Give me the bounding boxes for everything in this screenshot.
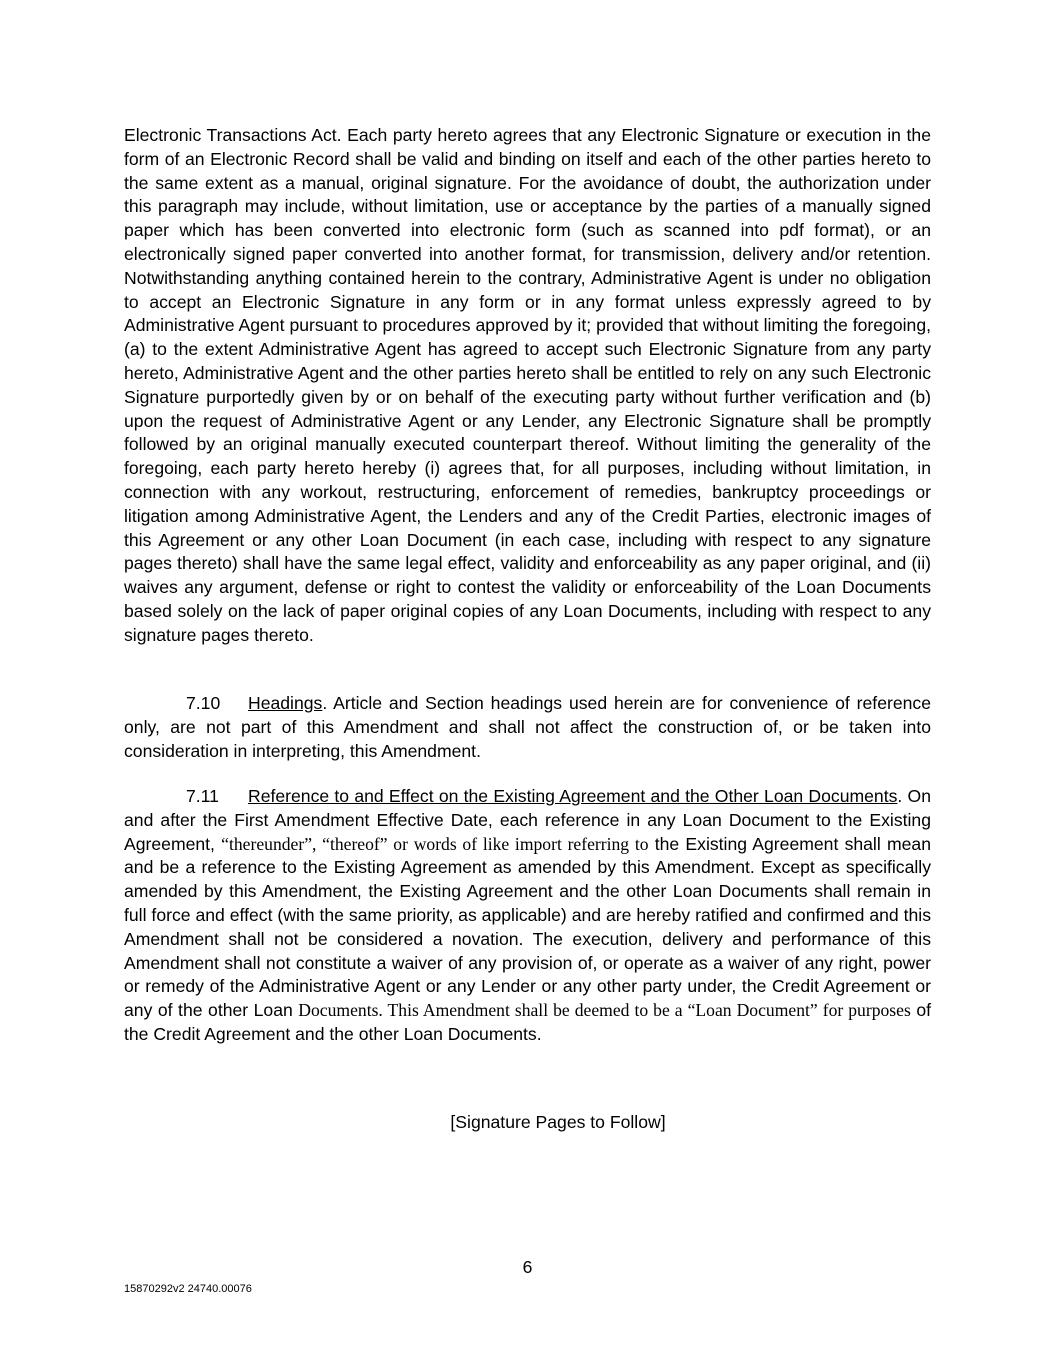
document-id-footer: 15870292v2 24740.00076 xyxy=(124,1283,252,1295)
section-7-10-paragraph xyxy=(124,692,931,763)
paragraph-electronic-signatures: Electronic Transactions Act. Each party hereto agrees that any Electronic Signature or execution in the form of an Electronic Record shall be valid and binding on itself and each of the other parties hereto to the same extent as a manual, original signature. For the avoidance of doubt, the authorization under this paragraph may include, without limitation, use or acceptance by the parties of a manually signed paper which has been converted into electronic form (such as scanned into pdf format), or an electronically signed paper converted into another format, for transmission, delivery and/or retention. Notwithstanding anything contained herein to the contrary, Administrative Agent is under no obligation to accept an Electronic Signature in any form or in any format unless expressly agreed to by Administrative Agent pursuant to procedures approved by it; provided that without limiting the foregoing, (a) to the extent Administrative Agent has agreed to accept such Electronic Signature from any party hereto, Administrative Agent and the other parties hereto shall be entitled to rely on any such Electronic Signature purportedly given by or on behalf of the executing party without further verification and (b) upon the request of Administrative Agent or any Lender, any Electronic Signature shall be promptly followed by an original manually executed counterpart thereof. Without limiting the generality of the foregoing, each party hereto hereby (i) agrees that, for all purposes, including without limitation, in connection with any workout, restructuring, enforcement of remedies, bankruptcy proceedings or litigation among Administrative Agent, the Lenders and any of the Credit Parties, electronic images of this Agreement or any other Loan Document (in each case, including with respect to any signature pages thereto) shall have the same legal effect, validity and enforceability as any paper original, and (ii) waives any argument, defense or right to contest the validity or enforceability of the Loan Documents based solely on the lack of paper original copies of any Loan Documents, including with respect to any signature pages thereto. xyxy=(124,125,931,645)
section-heading-punctuation: . xyxy=(322,693,328,713)
section-heading: Reference to and Effect on the Existing Agreement and the Other Loan Documents xyxy=(248,786,898,806)
section-heading: Headings xyxy=(248,693,323,713)
section-body-part-3: of the Credit Agreement and the other Loan Documents. xyxy=(124,1000,931,1044)
section-body-part-2: the Existing Agreement shall mean and be a reference to the Existing Agreement as amended by this Amendment. Except as specifically amended by this Amendment, the Existing Agreement and the other Loan Documents shall remain in full force and effect (with the same priority, as applicable) and are hereby ratified and confirmed and this Amendment shall not be considered a novation. The execution, delivery and performance of this Amendment shall not constitute a waiver of any provision of, or operate as a waiver of any right, power or remedy of the Administrative Agent or any Lender or any other party under, the Credit Agreement or any of the other Loan xyxy=(124,833,931,1021)
section-heading-punctuation: . xyxy=(897,786,903,806)
section-7-11-paragraph xyxy=(124,785,931,1047)
section-body-part-1: On and after the First Amendment Effective Date, each reference in any Loan Document to the Existing Agreement, xyxy=(124,786,931,854)
section-body: Article and Section headings used herein are for convenience of reference only, are not part of this Amendment and shall not affect the construction of, or be taken into consideration in interpreting, this Amendment. xyxy=(124,693,931,761)
page-number: 6 xyxy=(522,1257,533,1277)
section-number: 7.10 xyxy=(186,693,221,713)
signature-pages-note: [Signature Pages to Follow] xyxy=(450,1112,666,1132)
section-number: 7.11 xyxy=(186,786,219,806)
section-body-serif-2: Documents. This Amendment shall be deemed to be a “Loan Document” for purposes xyxy=(298,1000,911,1021)
section-body-serif-1: “thereunder”, “thereof” or words of like import referring to xyxy=(221,833,649,854)
